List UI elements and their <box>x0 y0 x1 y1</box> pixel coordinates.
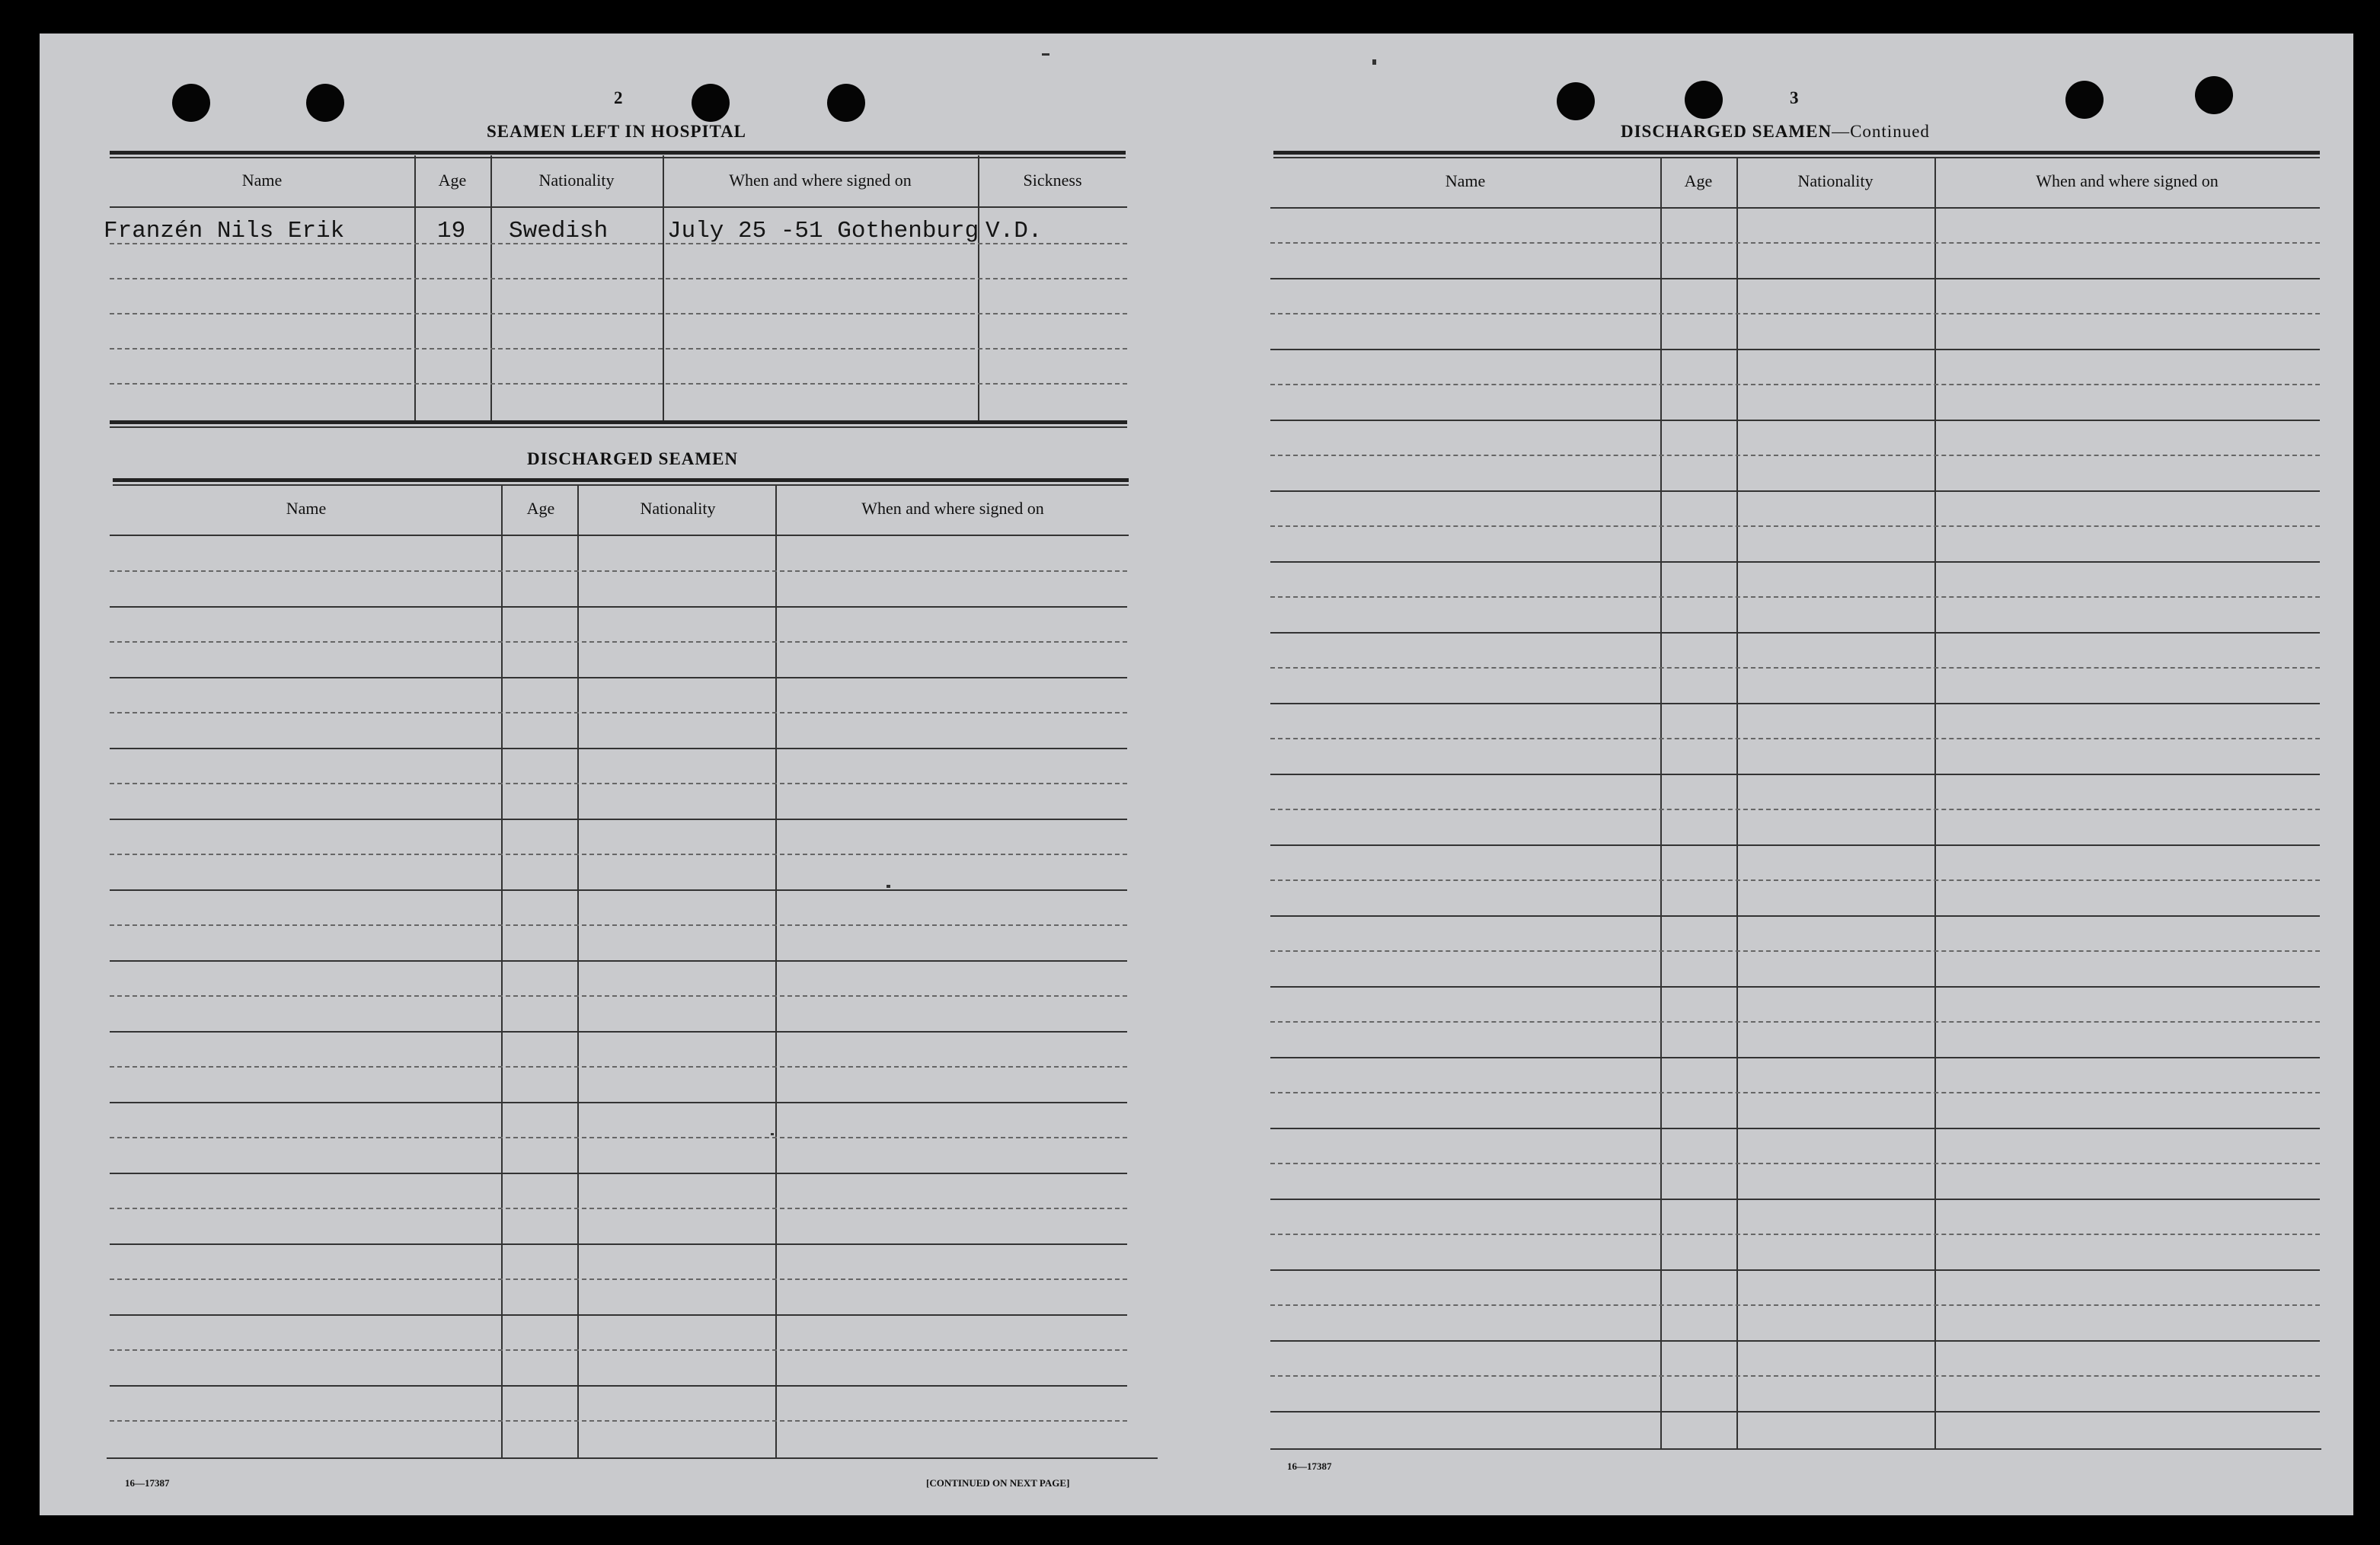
entry-line <box>1270 1304 2320 1306</box>
scan-speck <box>1042 53 1049 56</box>
discharged-continued-title <box>1621 122 1930 142</box>
entry-line <box>1270 1340 2320 1342</box>
column-divider <box>775 484 777 1457</box>
column-divider <box>501 484 503 1457</box>
punch-hole <box>1557 82 1595 120</box>
entry-line <box>110 606 1127 608</box>
entry-line <box>1270 1128 2320 1129</box>
entry-line <box>1270 420 2320 421</box>
discharged-col-name: Name <box>286 499 327 518</box>
discharged-table-bottom-rule <box>107 1457 1158 1459</box>
discharged-table-top-rule <box>113 478 1129 482</box>
entry-line <box>1270 384 2320 385</box>
manifest-sheet <box>40 34 2353 1515</box>
entry-line <box>110 1349 1127 1351</box>
entry-line <box>1270 950 2320 952</box>
entry-line <box>1270 1092 2320 1093</box>
page-number-left: 2 <box>614 88 623 107</box>
hospital-col-signed-on: When and where signed on <box>729 171 912 190</box>
entry-line <box>1270 632 2320 634</box>
continued-table-bottom-rule <box>1270 1448 2321 1450</box>
entry-line <box>110 819 1127 820</box>
hospital-col-name: Name <box>241 171 283 190</box>
entry-line <box>110 1102 1127 1103</box>
entry-line <box>1270 349 2320 350</box>
entry-line <box>110 712 1127 713</box>
punch-hole <box>2195 76 2233 114</box>
entry-line <box>110 748 1127 749</box>
entry-line <box>110 1278 1127 1280</box>
entry-line <box>110 889 1127 891</box>
hospital-entry-sickness: V.D. <box>986 218 1043 244</box>
entry-line <box>1270 455 2320 456</box>
entry-line <box>110 1208 1127 1209</box>
column-divider <box>414 155 416 420</box>
continued-col-signed-on: When and where signed on <box>2036 171 2219 190</box>
entry-line <box>110 1243 1127 1245</box>
discharged-continued-title-main: DISCHARGED SEAMEN <box>1621 122 1832 141</box>
entry-line <box>110 1420 1127 1422</box>
discharged-continued-suffix: —Continued <box>1832 122 1930 141</box>
entry-line <box>1270 1021 2320 1023</box>
entry-line <box>110 1385 1127 1387</box>
scan-speck <box>771 1133 774 1135</box>
entry-line <box>1270 844 2320 846</box>
entry-line <box>110 960 1127 962</box>
entry-line <box>1270 1199 2320 1200</box>
entry-line <box>1270 561 2320 563</box>
entry-line <box>1270 1375 2320 1377</box>
entry-line <box>1270 1411 2320 1413</box>
entry-line <box>1270 986 2320 988</box>
hospital-entry-age: 19 <box>437 218 466 244</box>
continued-col-age: Age <box>1684 171 1713 190</box>
column-divider <box>1736 157 1738 1448</box>
entry-line <box>110 1314 1127 1316</box>
entry-line <box>1270 879 2320 881</box>
column-divider <box>978 155 979 420</box>
scan-speck <box>1372 59 1376 65</box>
entry-line <box>1270 774 2320 775</box>
entry-line <box>1270 313 2320 314</box>
entry-line <box>110 348 1127 350</box>
hospital-col-nationality: Nationality <box>538 171 615 190</box>
form-number-right: 16—17387 <box>1287 1460 1332 1472</box>
column-divider <box>1934 157 1936 1448</box>
entry-line <box>1270 1163 2320 1164</box>
form-number-left: 16—17387 <box>125 1477 170 1489</box>
entry-line <box>1270 242 2320 244</box>
punch-hole <box>692 84 730 122</box>
entry-line <box>110 1031 1127 1033</box>
discharged-col-signed-on: When and where signed on <box>861 499 1044 518</box>
entry-line <box>1270 915 2320 917</box>
page-number-right: 3 <box>1790 88 1799 107</box>
continued-note: [CONTINUED ON NEXT PAGE] <box>926 1477 1070 1489</box>
punch-hole <box>827 84 865 122</box>
entry-line <box>110 641 1127 643</box>
discharged-header-rule <box>110 535 1129 536</box>
entry-line <box>1270 1269 2320 1271</box>
hospital-header-rule <box>110 206 1127 208</box>
hospital-table-top-rule <box>110 151 1126 155</box>
entry-line <box>110 1066 1127 1068</box>
punch-hole <box>306 84 344 122</box>
column-divider <box>577 484 579 1457</box>
entry-line <box>1270 525 2320 527</box>
continued-header-rule <box>1270 207 2320 209</box>
hospital-col-sickness: Sickness <box>1023 171 1082 190</box>
hospital-entry-signed-on: July 25 -51 Gothenburg <box>667 218 979 244</box>
entry-line <box>1270 809 2320 810</box>
entry-line <box>110 570 1127 572</box>
hospital-entry-name: Franzén Nils Erik <box>104 218 345 244</box>
punch-hole <box>2065 81 2104 119</box>
punch-hole <box>1685 81 1723 119</box>
entry-line <box>110 995 1127 997</box>
hospital-table-bottom-rule <box>110 420 1127 424</box>
entry-line <box>110 924 1127 926</box>
column-divider <box>1660 157 1662 1448</box>
entry-line <box>1270 596 2320 598</box>
continued-table-top-rule <box>1273 151 2320 155</box>
entry-line <box>110 1173 1127 1174</box>
hospital-col-age: Age <box>438 171 467 190</box>
entry-line <box>110 313 1127 314</box>
entry-line <box>110 677 1127 678</box>
discharged-section-title: DISCHARGED SEAMEN <box>527 449 739 468</box>
scan-speck <box>887 885 890 888</box>
entry-line <box>1270 703 2320 704</box>
hospital-entry-nationality: Swedish <box>509 218 609 244</box>
entry-line <box>1270 738 2320 739</box>
discharged-col-nationality: Nationality <box>640 499 716 518</box>
entry-line <box>110 278 1127 279</box>
column-divider <box>490 155 492 420</box>
entry-line <box>1270 1057 2320 1058</box>
continued-col-nationality: Nationality <box>1797 171 1874 190</box>
entry-line <box>110 854 1127 855</box>
entry-line <box>1270 667 2320 669</box>
entry-line <box>110 783 1127 784</box>
entry-line <box>1270 278 2320 279</box>
column-divider <box>663 155 664 420</box>
entry-line <box>1270 1234 2320 1235</box>
punch-hole <box>172 84 210 122</box>
entry-line <box>110 383 1127 385</box>
entry-line <box>110 1137 1127 1138</box>
hospital-section-title: SEAMEN LEFT IN HOSPITAL <box>487 122 747 141</box>
discharged-col-age: Age <box>526 499 555 518</box>
continued-col-name: Name <box>1445 171 1486 190</box>
entry-line <box>1270 490 2320 492</box>
